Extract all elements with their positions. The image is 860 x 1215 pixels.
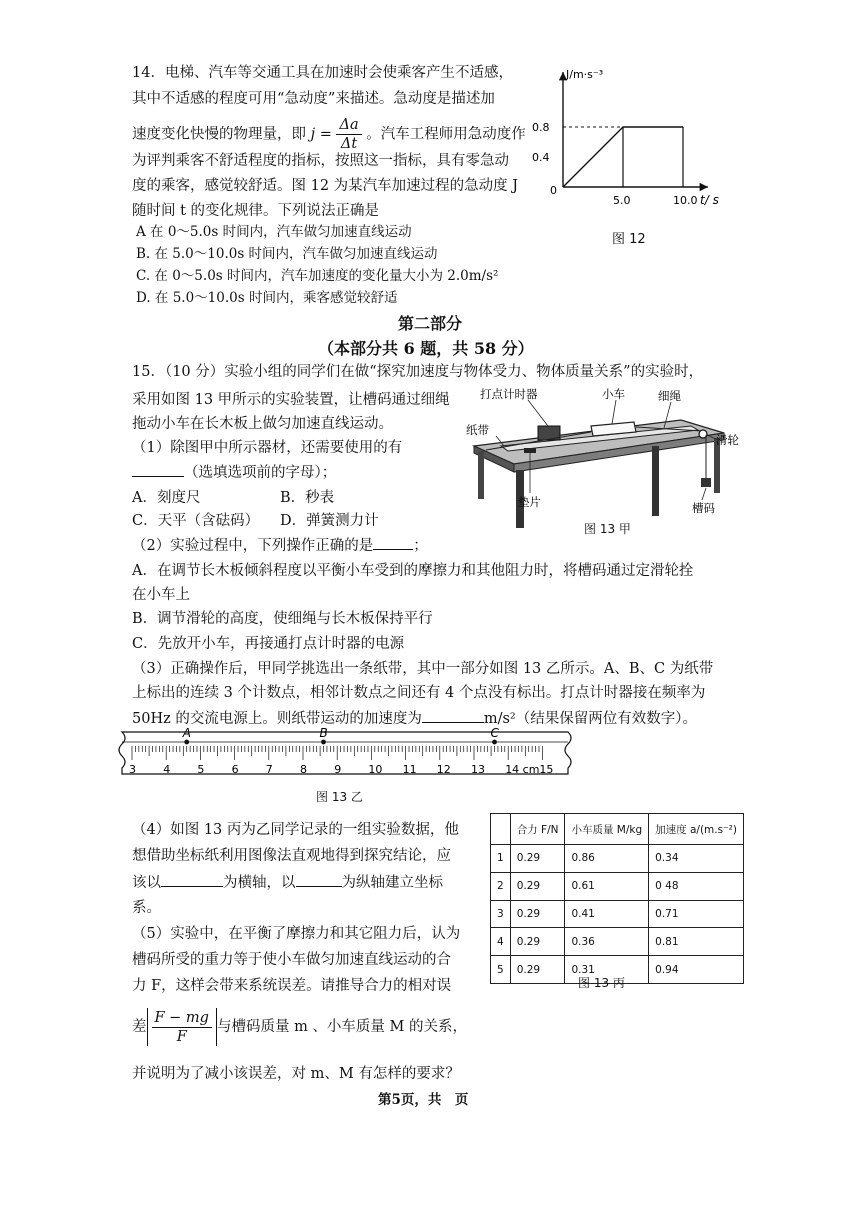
q15-sub1-line-2 (132, 462, 336, 483)
figure-12-chart (528, 62, 728, 222)
q15-sub2-option-a-line-2: 在小车上 (132, 587, 190, 603)
figure-13a-apparatus (466, 388, 746, 533)
row-mass: 0.86 (565, 845, 649, 873)
row-force: 0.29 (510, 928, 565, 956)
q15-sub5-line-1: （5）实验中，在平衡了摩擦力和其它阻力后，认为 (132, 926, 461, 942)
weight-leader (702, 488, 706, 500)
row-force: 0.29 (510, 956, 565, 984)
cart-leader (612, 400, 616, 424)
label-weight: 槽码 (692, 501, 715, 515)
row-force: 0.29 (510, 872, 565, 900)
q15-sub3-answer-blank[interactable] (422, 708, 484, 723)
pad (524, 448, 536, 453)
row-acceleration: 0.34 (649, 845, 744, 873)
ruler-number: 7 (265, 763, 273, 776)
q15-sub1-option-a: A．刻度尺 (132, 490, 201, 506)
q15-sub2-line-1-end: ； (413, 538, 428, 554)
q14-formula-numerator: Δa (336, 116, 361, 135)
q14-line-3 (132, 116, 526, 153)
q14-option-b: B. 在 5.0～10.0s 时间内，汽车做匀加速直线运动 (136, 246, 438, 262)
q15-sub2-option-c: C．先放开小车，再接通打点计时器的电源 (132, 636, 405, 652)
q14-line-6: 随时间 t 的变化规律。下列说法正确是 (132, 203, 380, 219)
y-tick-label: 0.4 (532, 151, 550, 164)
ruler-number: 3 (129, 763, 136, 776)
q15-sub2-option-a-line-1: A．在调节长木板倾斜程度以平衡小车受到的摩擦力和其他阻力时，将槽码通过定滑轮拴 (132, 563, 694, 579)
q14-line-5: 度的乘客，感觉较舒适。图 12 为某汽车加速过程的急动度 J (132, 178, 519, 194)
part-2-subtitle: （本部分共 6 题，共 58 分） (318, 339, 534, 358)
row-index: 2 (491, 872, 511, 900)
x-axis-label: t/ s (700, 193, 719, 207)
relative-error-expression (147, 1008, 217, 1046)
ruler-number: 4 (163, 763, 171, 776)
q15-sub3-line-3-pre: 50Hz 的交流电源上。则纸带运动的加速度为 (132, 711, 422, 727)
figure-13b-caption: 图 13 乙 (316, 790, 363, 804)
count-point-b (321, 740, 326, 745)
q15-sub5-line-2: 槽码所受的重力等于使小车做匀加速直线运动的合 (132, 952, 451, 968)
hook-weight (701, 478, 711, 487)
q15-sub1-line-2-text: （选填选项前的字母）； (184, 465, 337, 481)
count-point-a (184, 740, 189, 745)
figure-13c-table (490, 813, 744, 984)
q15-sub5-line-3: 力 F，这样会带来系统误差。请推导合力的相对误 (132, 978, 452, 994)
q15-sub3-line-2: 上标出的连续 3 个计数点，相邻计数点之间还有 4 个点没有标出。打点计时器接在频率为 (132, 685, 706, 701)
table-header-acceleration: 加速度 a/(m.s⁻²) (649, 814, 744, 845)
label-rope: 细绳 (658, 389, 681, 403)
ruler-number: 13 (471, 763, 485, 776)
row-acceleration: 0.81 (649, 928, 744, 956)
q15-sub2-line-1-text: （2）实验过程中，下列操作正确的是 (132, 538, 374, 554)
q14-line-2: 其中不适感的程度可用“急动度”来描述。急动度是描述加 (132, 91, 495, 107)
ruler-number: 14 cm (505, 763, 540, 776)
q15-sub5-line-4 (132, 1008, 467, 1046)
q14-option-a: A 在 0～5.0s 时间内，汽车做匀加速直线运动 (136, 224, 412, 240)
q15-sub3-line-1: （3）正确操作后，甲同学挑选出一条纸带，其中一部分如图 13 乙所示。A、B、C 为纸带 (132, 661, 714, 677)
ruler-number: 10 (368, 763, 383, 776)
q14-line-1: 14．电梯、汽车等交通工具在加速时会使乘客产生不适感， (132, 65, 513, 81)
row-mass: 0.31 (565, 956, 649, 984)
q15-sub1-option-d: D．弹簧测力计 (280, 513, 379, 529)
ruler-number: 9 (334, 763, 342, 776)
q15-sub1-option-b: B．秒表 (280, 490, 335, 506)
ruler-number: 6 (231, 763, 239, 776)
row-acceleration: 0.71 (649, 900, 744, 928)
row-index: 3 (491, 900, 511, 928)
label-pulley: 滑轮 (716, 433, 739, 447)
q15-sub4-line-1: （4）如图 13 丙为乙同学记录的一组实验数据，他 (132, 822, 459, 838)
count-point-label: B (319, 726, 328, 740)
ruler-number: 11 (402, 763, 417, 776)
ruler-number: 8 (300, 763, 307, 776)
q15-sub4-x-axis-blank[interactable] (161, 872, 223, 887)
q15-line-2: 采用如图 13 甲所示的实验装置，让槽码通过细绳 (132, 392, 450, 408)
count-point-label: A (182, 726, 191, 740)
relative-error-fraction (152, 1009, 212, 1046)
row-index: 5 (491, 956, 511, 984)
row-force: 0.29 (510, 845, 565, 873)
timer-leader (528, 400, 548, 426)
relative-error-denominator: F (176, 1028, 187, 1045)
count-point-c (492, 740, 497, 745)
row-mass: 0.36 (565, 928, 649, 956)
table-leg-back-left (478, 451, 484, 499)
label-timer: 打点计时器 (480, 388, 538, 401)
q15-sub1-line-1: （1）除图甲中所示器材，还需要使用的有 (132, 440, 403, 456)
table-header-force: 合力 F/N (510, 814, 565, 845)
table-leg-front-right (652, 446, 659, 516)
q15-sub4-line-4: 系。 (132, 900, 161, 916)
figure-13b-ruler (118, 724, 574, 784)
figure-13c-caption: 图 13 丙 (578, 976, 625, 990)
q15-sub2-option-b: B．调节滑轮的高度，使细绳与长木板保持平行 (132, 611, 433, 627)
table-header-mass: 小车质量 M/kg (565, 814, 649, 845)
count-point-label: C (490, 726, 499, 740)
q15-sub5-line-4-pre: 差 (132, 1019, 147, 1035)
ruler-number: 12 (436, 763, 451, 776)
page-footer: 第5页，共 页 (378, 1092, 469, 1108)
q15-sub4-line-2: 想借助坐标纸利用图像法直观地得到探究结论，应 (132, 848, 451, 864)
row-mass: 0.61 (565, 872, 649, 900)
table-row (491, 872, 744, 900)
q15-sub4-line-3-c: 为纵轴建立坐标 (341, 875, 443, 891)
label-tape: 纸带 (466, 423, 489, 437)
q15-sub5-line-5: 并说明为了减小该误差，对 m、M 有怎样的要求？ (132, 1066, 460, 1082)
origin-label: 0 (550, 184, 557, 197)
y-tick-label: 0.8 (532, 121, 550, 134)
q14-option-d: D. 在 5.0～10.0s 时间内，乘客感觉较舒适 (136, 290, 398, 306)
ruler-number: 15 (539, 763, 554, 776)
q15-sub4-line-3 (132, 872, 443, 893)
q14-formula-lhs: j = (310, 126, 332, 143)
q15-sub4-line-3-b: 为横轴，以 (223, 875, 296, 891)
q15-sub4-y-axis-blank[interactable] (296, 872, 342, 887)
q14-option-c: C. 在 0～5.0s 时间内，汽车加速度的变化量大小为 2.0m/s² (136, 268, 499, 284)
row-index: 1 (491, 845, 511, 873)
x-tick-label: 10.0 (673, 194, 698, 207)
table-row (491, 900, 744, 928)
table-header-index (491, 814, 511, 845)
q15-sub1-answer-blank[interactable] (132, 462, 184, 477)
row-acceleration: 0 48 (649, 872, 744, 900)
ruler-number: 5 (197, 763, 205, 776)
q14-line-3-post: 。汽车工程师用急动度作 (366, 126, 526, 143)
y-axis-label: J/m·s⁻³ (566, 68, 604, 81)
row-force: 0.29 (510, 900, 565, 928)
q15-sub3-line-3-post: m/s²（结果保留两位有效数字）。 (483, 711, 697, 727)
q14-formula-denominator: Δt (340, 136, 358, 152)
figure-12-caption: 图 12 (612, 232, 646, 247)
label-pad: 垫片 (518, 495, 541, 509)
row-acceleration: 0.94 (649, 956, 744, 984)
q15-line-3: 拖动小车在长木板上做匀加速直线运动。 (132, 416, 393, 432)
table-header-row (491, 814, 744, 845)
q15-sub1-option-c: C．天平（含砝码） (132, 513, 260, 529)
row-index: 4 (491, 928, 511, 956)
relative-error-numerator: F − mg (152, 1009, 212, 1028)
x-tick-label: 5.0 (613, 194, 631, 207)
q15-sub2-line-1 (132, 535, 428, 556)
q14-line-3-pre: 速度变化快慢的物理量，即 (132, 126, 306, 143)
table-row (491, 845, 744, 873)
table-row (491, 928, 744, 956)
q14-line-4: 为评判乘客不舒适程度的指标，按照这一指标，具有零急动 (132, 153, 509, 169)
q15-sub4-line-3-a: 该以 (132, 875, 161, 891)
q14-formula-fraction (336, 116, 361, 153)
q15-sub2-answer-blank[interactable] (373, 535, 413, 550)
q15-line-1: 15．（10 分）实验小组的同学们在做“探究加速度与物体受力、物体质量关系”的实验时， (132, 364, 704, 380)
label-cart: 小车 (602, 388, 625, 401)
row-mass: 0.41 (565, 900, 649, 928)
q15-sub5-line-4-post: 与槽码质量 m 、小车质量 M 的关系， (216, 1019, 468, 1035)
figure-13a-caption: 图 13 甲 (584, 522, 631, 536)
part-2-title: 第二部分 (398, 314, 463, 333)
